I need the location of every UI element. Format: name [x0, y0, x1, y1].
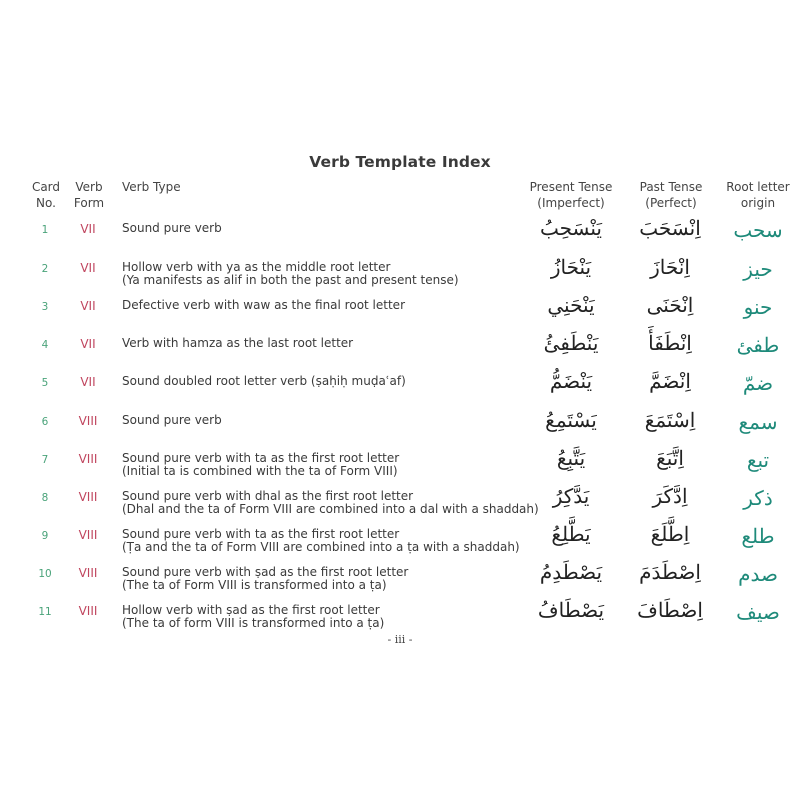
root-letters: حنو — [743, 295, 773, 319]
root-letters: ذكر — [743, 486, 773, 510]
card-number: 8 — [41, 492, 49, 504]
root-letters: حيز — [743, 257, 773, 281]
verb-type-line2: (Dhal and the ta of Form VIII are combined into a dal with a shaddah) — [122, 502, 539, 516]
header-past-tense — [624, 180, 718, 211]
header-card-no-line1: Card — [31, 180, 61, 194]
verb-type-line1: Hollow verb with ya as the middle root letter — [122, 260, 391, 274]
verb-form: VIII — [78, 604, 98, 618]
present-tense-verb: يَنْطَفِئُ — [543, 331, 599, 355]
header-card-no — [28, 180, 64, 211]
header-verb-form — [70, 180, 108, 211]
root-letters: سحب — [733, 218, 783, 242]
present-tense-verb: يَنْحَنِي — [547, 293, 595, 317]
header-past-line2: (Perfect) — [645, 195, 697, 210]
header-verb-type: Verb Type — [122, 180, 181, 194]
header-root-origin — [720, 180, 796, 211]
past-tense-verb: اِدَّكَرَ — [652, 484, 688, 508]
root-letters: تبع — [746, 448, 770, 472]
present-tense-verb: يَنْسَحِبُ — [540, 216, 602, 240]
verb-type-line2: (Initial ta is combined with the ta of Form VIII) — [122, 464, 398, 478]
header-card-no-line2: No. — [36, 195, 56, 210]
verb-form: VII — [80, 222, 96, 236]
verb-form: VIII — [78, 566, 98, 580]
root-letters: صدم — [738, 562, 778, 586]
past-tense-verb: اِنْسَحَبَ — [639, 216, 701, 240]
card-number: 9 — [41, 530, 49, 542]
verb-form: VIII — [78, 452, 98, 466]
verb-type-line1: Sound pure verb with ta as the first root letter — [122, 451, 400, 465]
card-number: 4 — [41, 339, 49, 351]
header-past-line1: Past Tense — [639, 180, 703, 194]
present-tense-verb: يَتَّبِعُ — [556, 446, 586, 470]
verb-form: VIII — [78, 414, 98, 428]
header-present-line2: (Imperfect) — [537, 195, 605, 210]
verb-form: VIII — [78, 528, 98, 542]
card-number: 7 — [41, 454, 49, 466]
verb-type-line1: Sound pure verb — [122, 221, 222, 235]
verb-type-line1: Sound pure verb with ṣad as the first root letter — [122, 565, 409, 579]
verb-type-line2: (The ta of Form VIII is transformed into a ṭa) — [122, 578, 387, 592]
header-verb-form-line2: Form — [73, 195, 105, 210]
card-number: 6 — [41, 416, 49, 428]
page-number: - iii - — [387, 633, 413, 646]
past-tense-verb: اِنْحَنَى — [646, 293, 694, 317]
verb-type-line2: (The ta of form VIII is transformed into a ṭa) — [122, 616, 385, 630]
page-title: Verb Template Index — [309, 153, 491, 171]
present-tense-verb: يَنْضَمُّ — [549, 369, 593, 393]
root-letters: صيف — [736, 600, 780, 624]
card-number: 3 — [41, 301, 49, 313]
past-tense-verb: اِتَّبَعَ — [656, 446, 684, 470]
header-present-tense — [522, 180, 620, 211]
past-tense-verb: اِنْضَمَّ — [649, 369, 691, 393]
card-number: 1 — [41, 224, 49, 236]
verb-form: VII — [80, 261, 96, 275]
present-tense-verb: يَدَّكِرُ — [552, 484, 590, 508]
past-tense-verb: اِنْطَفَأَ — [648, 331, 692, 355]
past-tense-verb: اِطَّلَعَ — [650, 522, 690, 546]
verb-form: VII — [80, 337, 96, 351]
card-number: 5 — [41, 377, 49, 389]
verb-type-line2: (Ṭa and the ta of Form VIII are combined into a ṭa with a shaddah) — [122, 540, 520, 554]
header-root-line1: Root letter — [726, 180, 790, 194]
past-tense-verb: اِصْطَافَ — [637, 598, 703, 622]
card-number: 2 — [41, 263, 49, 275]
verb-type-line2: (Ya manifests as alif in both the past and present tense) — [122, 273, 459, 287]
verb-type-line1: Sound pure verb with ta as the first root letter — [122, 527, 400, 541]
card-number: 11 — [38, 606, 52, 618]
past-tense-verb: اِسْتَمَعَ — [644, 408, 696, 432]
present-tense-verb: يَصْطَدِمُ — [539, 560, 603, 584]
verb-type-line1: Verb with hamza as the last root letter — [122, 336, 354, 350]
verb-type-line1: Defective verb with waw as the final root letter — [122, 298, 405, 312]
verb-type-line1: Sound doubled root letter verb (ṣaḥiḥ muḍaʿaf) — [122, 374, 406, 388]
root-letters: طفئ — [736, 333, 780, 357]
header-verb-form-line1: Verb — [75, 180, 103, 194]
header-present-line1: Present Tense — [529, 180, 613, 194]
present-tense-verb: يَسْتَمِعُ — [545, 408, 597, 432]
root-letters: طلع — [741, 524, 775, 548]
root-letters: ضمّ — [742, 371, 774, 395]
past-tense-verb: اِنْحَازَ — [650, 255, 690, 279]
header-root-line2: origin — [740, 195, 776, 210]
verb-form: VIII — [78, 490, 98, 504]
past-tense-verb: اِصْطَدَمَ — [639, 560, 701, 584]
card-number: 10 — [38, 568, 52, 580]
verb-type-line1: Sound pure verb — [122, 413, 222, 427]
verb-form: VII — [80, 299, 96, 313]
present-tense-verb: يَصْطَافُ — [537, 598, 605, 622]
root-letters: سمع — [738, 410, 778, 434]
present-tense-verb: يَنْحَازُ — [550, 255, 592, 279]
present-tense-verb: يَطَّلِعُ — [551, 522, 591, 546]
verb-type-line1: Hollow verb with ṣad as the first root letter — [122, 603, 380, 617]
verb-type-line1: Sound pure verb with dhal as the first root letter — [122, 489, 414, 503]
verb-form: VII — [80, 375, 96, 389]
